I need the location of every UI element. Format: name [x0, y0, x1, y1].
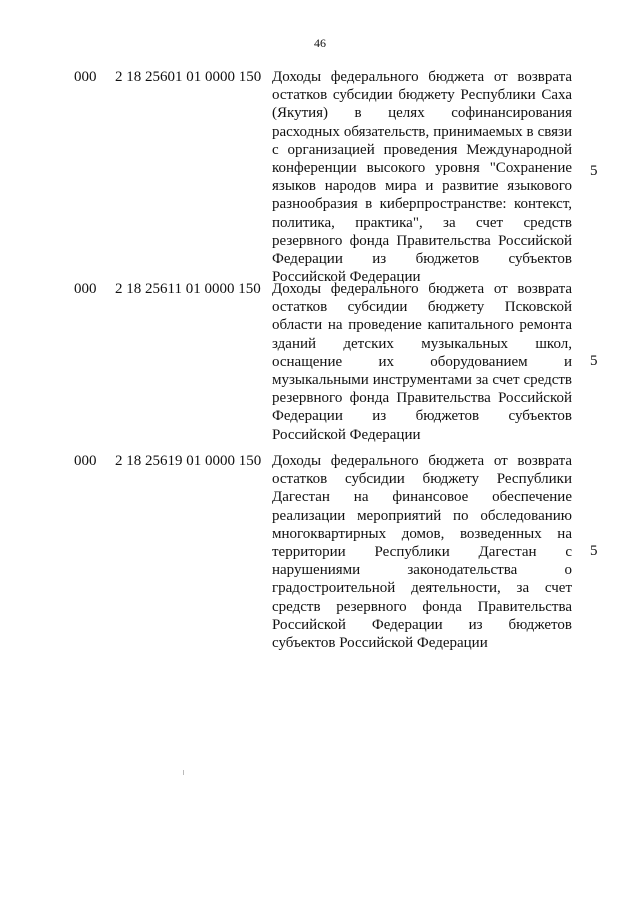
scan-speck: [183, 770, 184, 775]
income-description: Доходы федерального бюджета от возврата остатков субсидии бюджету Псковской области на проведение капитального ремонта зданий детских музыкальных школ, оснащение их оборудованием и музыкальными инструментами за счет средств резервного фонда Правительства Российской Федерации из бюджетов субъектов Российской Федерации: [272, 281, 572, 443]
row-value: 5: [590, 163, 598, 179]
administrator-code: 000: [74, 281, 97, 297]
income-description: Доходы федерального бюджета от возврата остатков субсидии бюджету Республики Саха (Якутия) в целях софинансирования расходных обязательств, принимаемых в связи с организацией проведения Международной конференции высокого уровня "Сохранение языков народов мира и развитие языкового разнообразия в киберпространстве: контекст, политика, практика", за счет средств резервного фонда Правительства Российской Федерации из бюджетов субъектов Российской Федерации: [272, 69, 572, 286]
administrator-code: 000: [74, 69, 97, 85]
row-value: 5: [590, 353, 598, 369]
row-value: 5: [590, 543, 598, 559]
budget-classification-code: 2 18 25601 01 0000 150: [115, 69, 262, 85]
administrator-code: 000: [74, 453, 97, 469]
budget-classification-code: 2 18 25619 01 0000 150: [115, 453, 262, 469]
page-number: 46: [314, 36, 326, 50]
budget-classification-code: 2 18 25611 01 0000 150: [115, 281, 261, 297]
income-description: Доходы федерального бюджета от возврата остатков субсидии бюджету Республики Дагестан на финансовое обеспечение реализации мероприятий по обследованию многоквартирных домов, возведенных на территории Республики Дагестан с нарушениями законодательства о градостроительной деятельности, за счет средств резервного фонда Правительства Российской Федерации из бюджетов субъектов Российской Федерации: [272, 453, 572, 652]
